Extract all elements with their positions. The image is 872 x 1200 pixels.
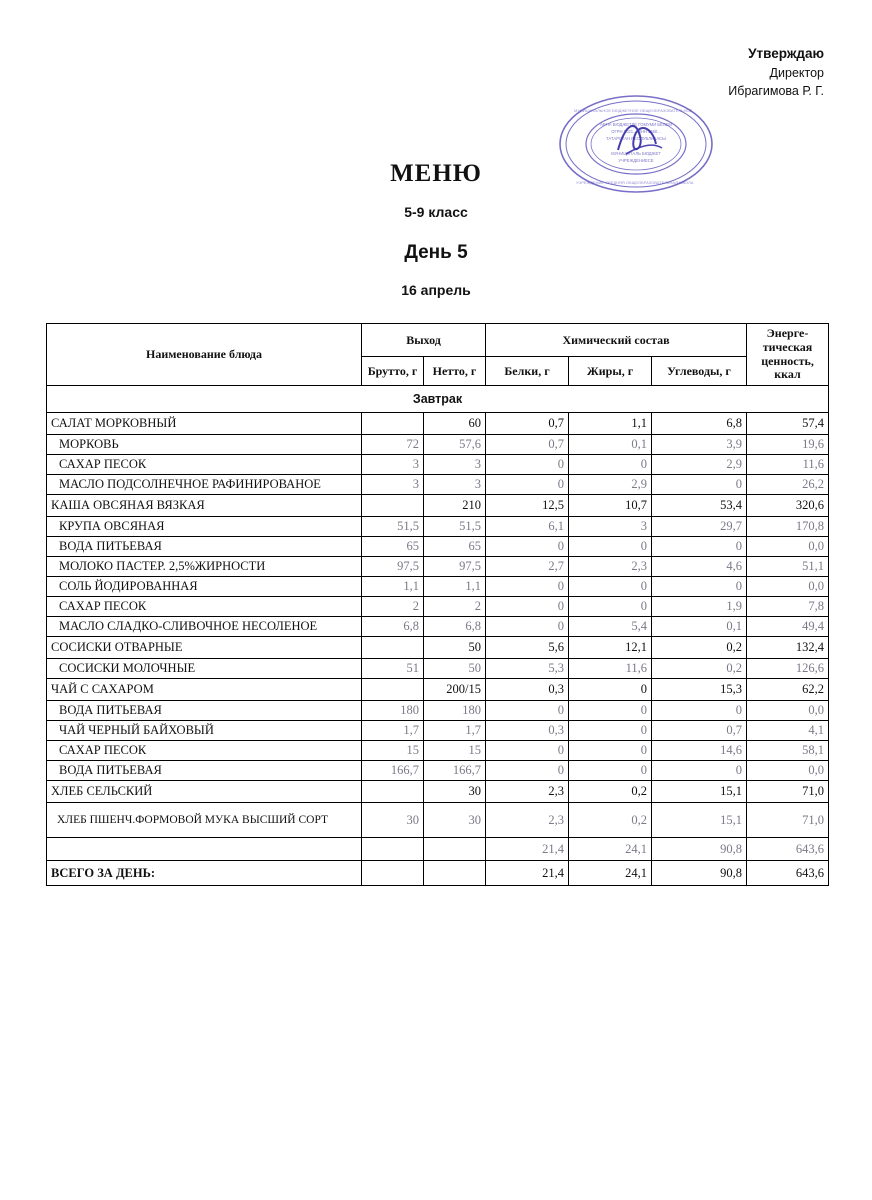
ingredient-energy: 49,4 (747, 617, 829, 637)
ingredient-uglevody: 0 (652, 701, 747, 721)
ingredient-netto: 1,1 (424, 577, 486, 597)
ingredient-energy: 0,0 (747, 701, 829, 721)
ingredient-name: ВОДА ПИТЬЕВАЯ (47, 701, 362, 721)
dish-energy: 320,6 (747, 495, 829, 517)
subtotal-belki: 21,4 (486, 838, 569, 861)
ingredient-belki: 0 (486, 475, 569, 495)
ingredient-belki: 0 (486, 455, 569, 475)
ingredient-energy: 170,8 (747, 517, 829, 537)
ingredient-netto: 57,6 (424, 435, 486, 455)
ingredient-uglevody: 29,7 (652, 517, 747, 537)
svg-text:УЧРЕЖДЕНИЕ СРЕДНЯЯ ОБЩЕОБРАЗ: УЧРЕЖДЕНИЕ СРЕДНЯЯ ОБЩЕОБРАЗОВАТЕЛЬНАЯ ШКОЛА (576, 180, 694, 185)
approval-person: Ибрагимова Р. Г. (728, 83, 824, 98)
ingredient-name: ХЛЕБ ПШЕНЧ.ФОРМОВОЙ МУКА ВЫСШИЙ СОРТ (47, 803, 362, 838)
ingredient-brutto: 180 (362, 701, 424, 721)
ingredient-belki: 2,7 (486, 557, 569, 577)
grandtotal-belki: 21,4 (486, 861, 569, 886)
ingredient-belki: 0 (486, 537, 569, 557)
ingredient-brutto: 97,5 (362, 557, 424, 577)
table-row (47, 597, 829, 617)
ingredient-jiry: 11,6 (569, 659, 652, 679)
table-row (47, 475, 829, 495)
ingredient-uglevody: 0 (652, 761, 747, 781)
ingredient-jiry: 0 (569, 597, 652, 617)
ingredient-netto: 180 (424, 701, 486, 721)
table-row (47, 617, 829, 637)
ingredient-jiry: 0 (569, 741, 652, 761)
header-dish-name: Наименование блюда (47, 324, 362, 386)
approval-block (728, 44, 824, 100)
ingredient-uglevody: 2,9 (652, 455, 747, 475)
ingredient-belki: 5,3 (486, 659, 569, 679)
dish-netto: 200/15 (424, 679, 486, 701)
table-row (47, 455, 829, 475)
ingredient-jiry: 0,1 (569, 435, 652, 455)
menu-table-container (46, 323, 828, 886)
ingredient-energy: 7,8 (747, 597, 829, 617)
table-row (47, 679, 829, 701)
ingredient-uglevody: 0 (652, 475, 747, 495)
ingredient-jiry: 2,3 (569, 557, 652, 577)
ingredient-netto: 3 (424, 475, 486, 495)
ingredient-brutto: 3 (362, 455, 424, 475)
dish-belki: 2,3 (486, 781, 569, 803)
dish-uglevody: 6,8 (652, 413, 747, 435)
ingredient-belki: 0,3 (486, 721, 569, 741)
dish-energy: 57,4 (747, 413, 829, 435)
ingredient-jiry: 0 (569, 537, 652, 557)
dish-belki: 5,6 (486, 637, 569, 659)
ingredient-name: МАСЛО ПОДСОЛНЕЧНОЕ РАФИНИРОВАНОЕ (47, 475, 362, 495)
ingredient-name: ВОДА ПИТЬЕВАЯ (47, 537, 362, 557)
header-netto: Нетто, г (424, 357, 486, 386)
svg-text:ОГРН 1021... ИНН 1650...: ОГРН 1021... ИНН 1650... (611, 129, 661, 134)
ingredient-uglevody: 0,7 (652, 721, 747, 741)
table-row (47, 761, 829, 781)
ingredient-name: КРУПА ОВСЯНАЯ (47, 517, 362, 537)
dish-belki: 0,3 (486, 679, 569, 701)
ingredient-netto: 1,7 (424, 721, 486, 741)
ingredient-energy: 4,1 (747, 721, 829, 741)
ingredient-belki: 6,1 (486, 517, 569, 537)
ingredient-brutto: 72 (362, 435, 424, 455)
ingredient-uglevody: 3,9 (652, 435, 747, 455)
dish-brutto (362, 495, 424, 517)
dish-brutto (362, 637, 424, 659)
ingredient-belki: 0 (486, 741, 569, 761)
table-row (47, 517, 829, 537)
ingredient-energy: 0,0 (747, 761, 829, 781)
ingredient-name: САХАР ПЕСОК (47, 597, 362, 617)
subtotal-jiry: 24,1 (569, 838, 652, 861)
ingredient-jiry: 3 (569, 517, 652, 537)
table-row (47, 741, 829, 761)
subtotal-energy: 643,6 (747, 838, 829, 861)
grandtotal-label: ВСЕГО ЗА ДЕНЬ: (47, 861, 362, 886)
ingredient-name: МАСЛО СЛАДКО-СЛИВОЧНОЕ НЕСОЛЕНОЕ (47, 617, 362, 637)
ingredient-name: МОРКОВЬ (47, 435, 362, 455)
ingredient-uglevody: 0 (652, 537, 747, 557)
ingredient-belki: 0 (486, 597, 569, 617)
subtotal-brutto (362, 838, 424, 861)
ingredient-uglevody: 15,1 (652, 803, 747, 838)
class-subtitle: 5-9 класс (404, 204, 468, 220)
ingredient-uglevody: 14,6 (652, 741, 747, 761)
svg-text:МУНИЦИПАЛЬНОЕ БЮДЖЕТНОЕ ОБЩЕ: МУНИЦИПАЛЬНОЕ БЮДЖЕТНОЕ ОБЩЕОБРАЗОВАТЕЛЬНОЕ (574, 108, 693, 113)
table-row (47, 435, 829, 455)
table-row (47, 495, 829, 517)
table-row (47, 557, 829, 577)
subtotal-label (47, 838, 362, 861)
dish-energy: 71,0 (747, 781, 829, 803)
grandtotal-brutto (362, 861, 424, 886)
ingredient-name: СОЛЬ ЙОДИРОВАННАЯ (47, 577, 362, 597)
ingredient-netto: 51,5 (424, 517, 486, 537)
svg-text:МУНИЦИПАЛЬ БЮДЖЕТ: МУНИЦИПАЛЬ БЮДЖЕТ (611, 151, 661, 156)
header-uglevody: Углеводы, г (652, 357, 747, 386)
ingredient-name: ЧАЙ ЧЕРНЫЙ БАЙХОВЫЙ (47, 721, 362, 741)
grandtotal-jiry: 24,1 (569, 861, 652, 886)
dish-brutto (362, 781, 424, 803)
subtotal-uglevody: 90,8 (652, 838, 747, 861)
ingredient-brutto: 1,7 (362, 721, 424, 741)
dish-energy: 62,2 (747, 679, 829, 701)
dish-jiry: 12,1 (569, 637, 652, 659)
svg-text:ТАТАРСТАН РЕСПУБЛИКАСЫ: ТАТАРСТАН РЕСПУБЛИКАСЫ (606, 136, 666, 141)
page-title: МЕНЮ (390, 160, 482, 187)
dish-netto: 30 (424, 781, 486, 803)
ingredient-energy: 19,6 (747, 435, 829, 455)
ingredient-jiry: 0 (569, 577, 652, 597)
header-output-group: Выход (362, 324, 486, 357)
ingredient-energy: 126,6 (747, 659, 829, 679)
ingredient-netto: 15 (424, 741, 486, 761)
dish-jiry: 0,2 (569, 781, 652, 803)
ingredient-jiry: 5,4 (569, 617, 652, 637)
header-jiry: Жиры, г (569, 357, 652, 386)
ingredient-brutto: 51 (362, 659, 424, 679)
ingredient-jiry: 0 (569, 721, 652, 741)
ingredient-jiry: 0,2 (569, 803, 652, 838)
table-row (47, 413, 829, 435)
ingredient-belki: 0 (486, 617, 569, 637)
grandtotal-netto (424, 861, 486, 886)
dish-netto: 210 (424, 495, 486, 517)
table-row (47, 803, 829, 838)
ingredient-brutto: 65 (362, 537, 424, 557)
ingredient-energy: 0,0 (747, 577, 829, 597)
ingredient-name: САХАР ПЕСОК (47, 741, 362, 761)
table-row (47, 637, 829, 659)
ingredient-jiry: 0 (569, 455, 652, 475)
table-row (47, 577, 829, 597)
meal-section-row (47, 386, 829, 413)
ingredient-uglevody: 0,2 (652, 659, 747, 679)
approval-role: Директор (769, 65, 824, 80)
dish-name: ЧАЙ С САХАРОМ (47, 679, 362, 701)
table-row (47, 659, 829, 679)
ingredient-name: САХАР ПЕСОК (47, 455, 362, 475)
dish-energy: 132,4 (747, 637, 829, 659)
ingredient-energy: 0,0 (747, 537, 829, 557)
ingredient-energy: 71,0 (747, 803, 829, 838)
ingredient-jiry: 0 (569, 701, 652, 721)
header-row-group (47, 324, 829, 357)
dish-jiry: 0 (569, 679, 652, 701)
ingredient-name: МОЛОКО ПАСТЕР. 2,5%ЖИРНОСТИ (47, 557, 362, 577)
ingredient-brutto: 3 (362, 475, 424, 495)
document-titles (0, 160, 872, 298)
ingredient-brutto: 1,1 (362, 577, 424, 597)
subtotal-row (47, 838, 829, 861)
table-row (47, 701, 829, 721)
ingredient-energy: 26,2 (747, 475, 829, 495)
table-body (47, 386, 829, 886)
ingredient-netto: 97,5 (424, 557, 486, 577)
dish-uglevody: 0,2 (652, 637, 747, 659)
ingredient-energy: 58,1 (747, 741, 829, 761)
ingredient-uglevody: 0 (652, 577, 747, 597)
dish-jiry: 10,7 (569, 495, 652, 517)
ingredient-belki: 0 (486, 577, 569, 597)
grandtotal-energy: 643,6 (747, 861, 829, 886)
ingredient-netto: 6,8 (424, 617, 486, 637)
ingredient-name: СОСИСКИ МОЛОЧНЫЕ (47, 659, 362, 679)
meal-section-label: Завтрак (47, 386, 829, 413)
dish-name: СОСИСКИ ОТВАРНЫЕ (47, 637, 362, 659)
ingredient-brutto: 15 (362, 741, 424, 761)
dish-netto: 60 (424, 413, 486, 435)
ingredient-netto: 50 (424, 659, 486, 679)
grandtotal-uglevody: 90,8 (652, 861, 747, 886)
ingredient-brutto: 51,5 (362, 517, 424, 537)
table-row (47, 721, 829, 741)
ingredient-netto: 65 (424, 537, 486, 557)
ingredient-brutto: 2 (362, 597, 424, 617)
ingredient-uglevody: 4,6 (652, 557, 747, 577)
dish-jiry: 1,1 (569, 413, 652, 435)
svg-text:УЧРЕЖДЕНИЕСЕ: УЧРЕЖДЕНИЕСЕ (618, 158, 654, 163)
ingredient-netto: 166,7 (424, 761, 486, 781)
dish-uglevody: 15,1 (652, 781, 747, 803)
header-chemical-group: Химический состав (486, 324, 747, 357)
menu-table (46, 323, 829, 886)
ingredient-jiry: 0 (569, 761, 652, 781)
ingredient-jiry: 2,9 (569, 475, 652, 495)
header-energy: Энерге-тическая ценность, ккал (747, 324, 829, 386)
ingredient-belki: 0 (486, 761, 569, 781)
table-head (47, 324, 829, 386)
dish-belki: 12,5 (486, 495, 569, 517)
dish-name: САЛАТ МОРКОВНЫЙ (47, 413, 362, 435)
grandtotal-row (47, 861, 829, 886)
dish-uglevody: 15,3 (652, 679, 747, 701)
ingredient-energy: 11,6 (747, 455, 829, 475)
ingredient-uglevody: 1,9 (652, 597, 747, 617)
ingredient-netto: 30 (424, 803, 486, 838)
ingredient-energy: 51,1 (747, 557, 829, 577)
dish-name: КАША ОВСЯНАЯ ВЯЗКАЯ (47, 495, 362, 517)
date-subtitle: 16 апрель (401, 282, 471, 298)
dish-belki: 0,7 (486, 413, 569, 435)
ingredient-brutto: 6,8 (362, 617, 424, 637)
ingredient-brutto: 30 (362, 803, 424, 838)
dish-brutto (362, 679, 424, 701)
table-row (47, 537, 829, 557)
table-row (47, 781, 829, 803)
dish-brutto (362, 413, 424, 435)
ingredient-belki: 2,3 (486, 803, 569, 838)
header-belki: Белки, г (486, 357, 569, 386)
ingredient-name: ВОДА ПИТЬЕВАЯ (47, 761, 362, 781)
subtotal-netto (424, 838, 486, 861)
header-brutto: Брутто, г (362, 357, 424, 386)
ingredient-uglevody: 0,1 (652, 617, 747, 637)
dish-uglevody: 53,4 (652, 495, 747, 517)
ingredient-netto: 2 (424, 597, 486, 617)
day-subtitle: День 5 (404, 242, 468, 263)
approval-word: Утверждаю (748, 46, 824, 61)
dish-name: ХЛЕБ СЕЛЬСКИЙ (47, 781, 362, 803)
ingredient-belki: 0 (486, 701, 569, 721)
ingredient-belki: 0,7 (486, 435, 569, 455)
dish-netto: 50 (424, 637, 486, 659)
ingredient-netto: 3 (424, 455, 486, 475)
svg-text:АРНА БЮДЖЕТЛЕ ГОМУМИ БЕЛЕМ: АРНА БЮДЖЕТЛЕ ГОМУМИ БЕЛЕМ (600, 122, 672, 127)
ingredient-brutto: 166,7 (362, 761, 424, 781)
